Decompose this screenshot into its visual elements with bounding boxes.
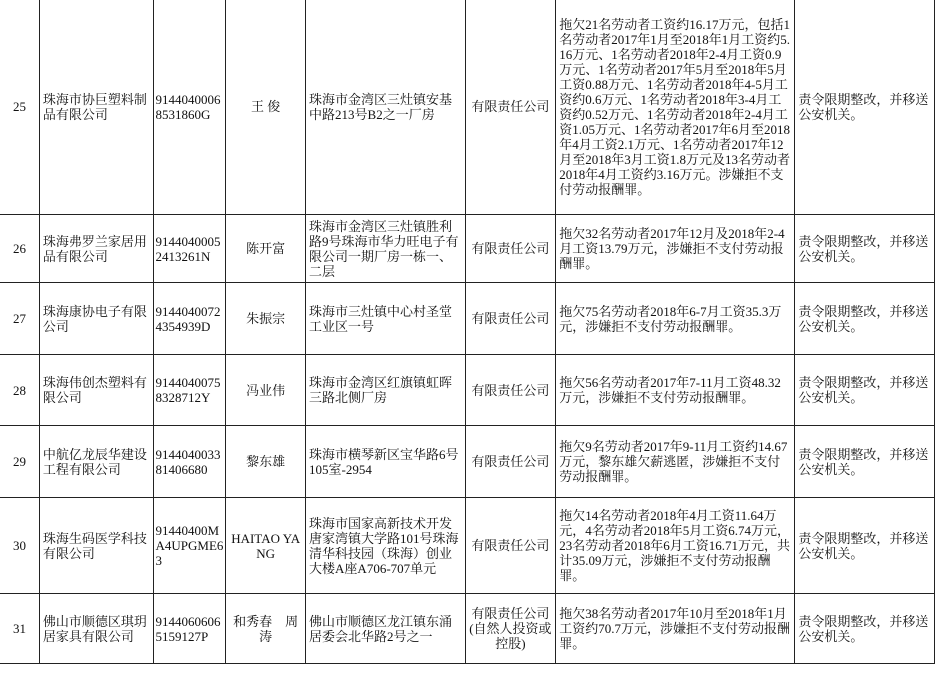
credit-code: 91440400068531860G — [153, 0, 226, 215]
table-row — [0, 426, 935, 498]
legal-representative: 陈开富 — [226, 215, 306, 283]
table-row — [0, 498, 935, 594]
company-type: 有限责任公司(自然人投资或控股) — [465, 594, 556, 664]
row-number: 30 — [0, 498, 39, 594]
company-type: 有限责任公司 — [465, 355, 556, 426]
penalty: 责令限期整改，并移送公安机关。 — [795, 426, 935, 498]
penalty: 责令限期整改，并移送公安机关。 — [795, 355, 935, 426]
violation-description: 拖欠56名劳动者2017年7-11月工资48.32万元，涉嫌拒不支付劳动报酬罪。 — [556, 355, 795, 426]
company-address: 珠海市金湾区红旗镇虹晖三路北侧厂房 — [306, 355, 465, 426]
company-address: 珠海市金湾区三灶镇安基中路213号B2之一厂房 — [306, 0, 465, 215]
legal-representative: 朱振宗 — [226, 283, 306, 355]
company-name: 珠海康协电子有限公司 — [39, 283, 153, 355]
legal-representative: 冯业伟 — [226, 355, 306, 426]
penalty: 责令限期整改，并移送公安机关。 — [795, 215, 935, 283]
company-type: 有限责任公司 — [465, 426, 556, 498]
penalty: 责令限期整改，并移送公安机关。 — [795, 0, 935, 215]
violation-description: 拖欠14名劳动者2018年4月工资11.64万元，4名劳动者2018年5月工资6.74万元，23名劳动者2018年6月工资16.71万元，共计35.09万元，涉嫌拒不支付劳动报酬罪。 — [556, 498, 795, 594]
credit-code: 914404003381406680 — [153, 426, 226, 498]
company-address: 珠海市三灶镇中心村圣堂工业区一号 — [306, 283, 465, 355]
company-name: 珠海生码医学科技有限公司 — [39, 498, 153, 594]
company-address: 佛山市顺德区龙江镇东涌居委会北华路2号之一 — [306, 594, 465, 664]
table-row — [0, 355, 935, 426]
row-number: 31 — [0, 594, 39, 664]
table-row — [0, 215, 935, 283]
company-address: 珠海市国家高新技术开发唐家湾镇大学路101号珠海清华科技园（珠海）创业大楼A座A706-707单元 — [306, 498, 465, 594]
penalty: 责令限期整改，并移送公安机关。 — [795, 498, 935, 594]
credit-code: 91440400724354939D — [153, 283, 226, 355]
legal-representative: 王 俊 — [226, 0, 306, 215]
legal-representative: 和秀春 周涛 — [226, 594, 306, 664]
table-row — [0, 0, 935, 215]
company-type: 有限责任公司 — [465, 0, 556, 215]
credit-code: 91440400MA4UPGME63 — [153, 498, 226, 594]
company-type: 有限责任公司 — [465, 283, 556, 355]
violation-description: 拖欠75名劳动者2018年6-7月工资35.3万元，涉嫌拒不支付劳动报酬罪。 — [556, 283, 795, 355]
credit-code: 91440606065159127P — [153, 594, 226, 664]
company-type: 有限责任公司 — [465, 215, 556, 283]
credit-code: 91440400052413261N — [153, 215, 226, 283]
company-address: 珠海市横琴新区宝华路6号105室-2954 — [306, 426, 465, 498]
company-type: 有限责任公司 — [465, 498, 556, 594]
row-number: 29 — [0, 426, 39, 498]
legal-representative: 黎东雄 — [226, 426, 306, 498]
row-number: 26 — [0, 215, 39, 283]
penalty: 责令限期整改，并移送公安机关。 — [795, 594, 935, 664]
legal-representative: HAITAO YANG — [226, 498, 306, 594]
violation-description: 拖欠38名劳动者2017年10月至2018年1月工资约70.7万元，涉嫌拒不支付劳动报酬罪。 — [556, 594, 795, 664]
company-name: 珠海伟创杰塑料有限公司 — [39, 355, 153, 426]
violation-description: 拖欠21名劳动者工资约16.17万元，包括1名劳动者2017年1月至2018年1月工资约5.16万元、1名劳动者2018年2-4月工资0.9万元、1名劳动者2017年5月至2018年5月工资0.88万元、1名劳动者2018年4-5月工资约0.6万元、1名劳动者2018年3-4月工资约0.52万元、1名劳动者2018年2-4月工资1.05万元、1名劳动者2017年6月至2018年4月工资2.1万元、1名劳动者2017年12月至2018年3月工资1.8万元及13名劳动者2018年4月工资约3.16万元。涉嫌拒不支付劳动报酬罪。 — [556, 0, 795, 215]
table-row — [0, 594, 935, 664]
company-name: 珠海弗罗兰家居用品有限公司 — [39, 215, 153, 283]
row-number: 28 — [0, 355, 39, 426]
row-number: 27 — [0, 283, 39, 355]
violation-description: 拖欠9名劳动者2017年9-11月工资约14.67万元，黎东雄欠薪逃匿，涉嫌拒不支付劳动报酬罪。 — [556, 426, 795, 498]
row-number: 25 — [0, 0, 39, 215]
violation-description: 拖欠32名劳动者2017年12月及2018年2-4月工资13.79万元，涉嫌拒不支付劳动报酬罪。 — [556, 215, 795, 283]
company-name: 中航亿龙辰华建设工程有限公司 — [39, 426, 153, 498]
company-name: 珠海市协巨塑料制品有限公司 — [39, 0, 153, 215]
penalty: 责令限期整改，并移送公安机关。 — [795, 283, 935, 355]
credit-code: 91440400758328712Y — [153, 355, 226, 426]
company-name: 佛山市顺德区琪玥居家具有限公司 — [39, 594, 153, 664]
company-address: 珠海市金湾区三灶镇胜利路9号珠海市华力旺电子有限公司一期厂房一栋一、二层 — [306, 215, 465, 283]
table-row — [0, 283, 935, 355]
